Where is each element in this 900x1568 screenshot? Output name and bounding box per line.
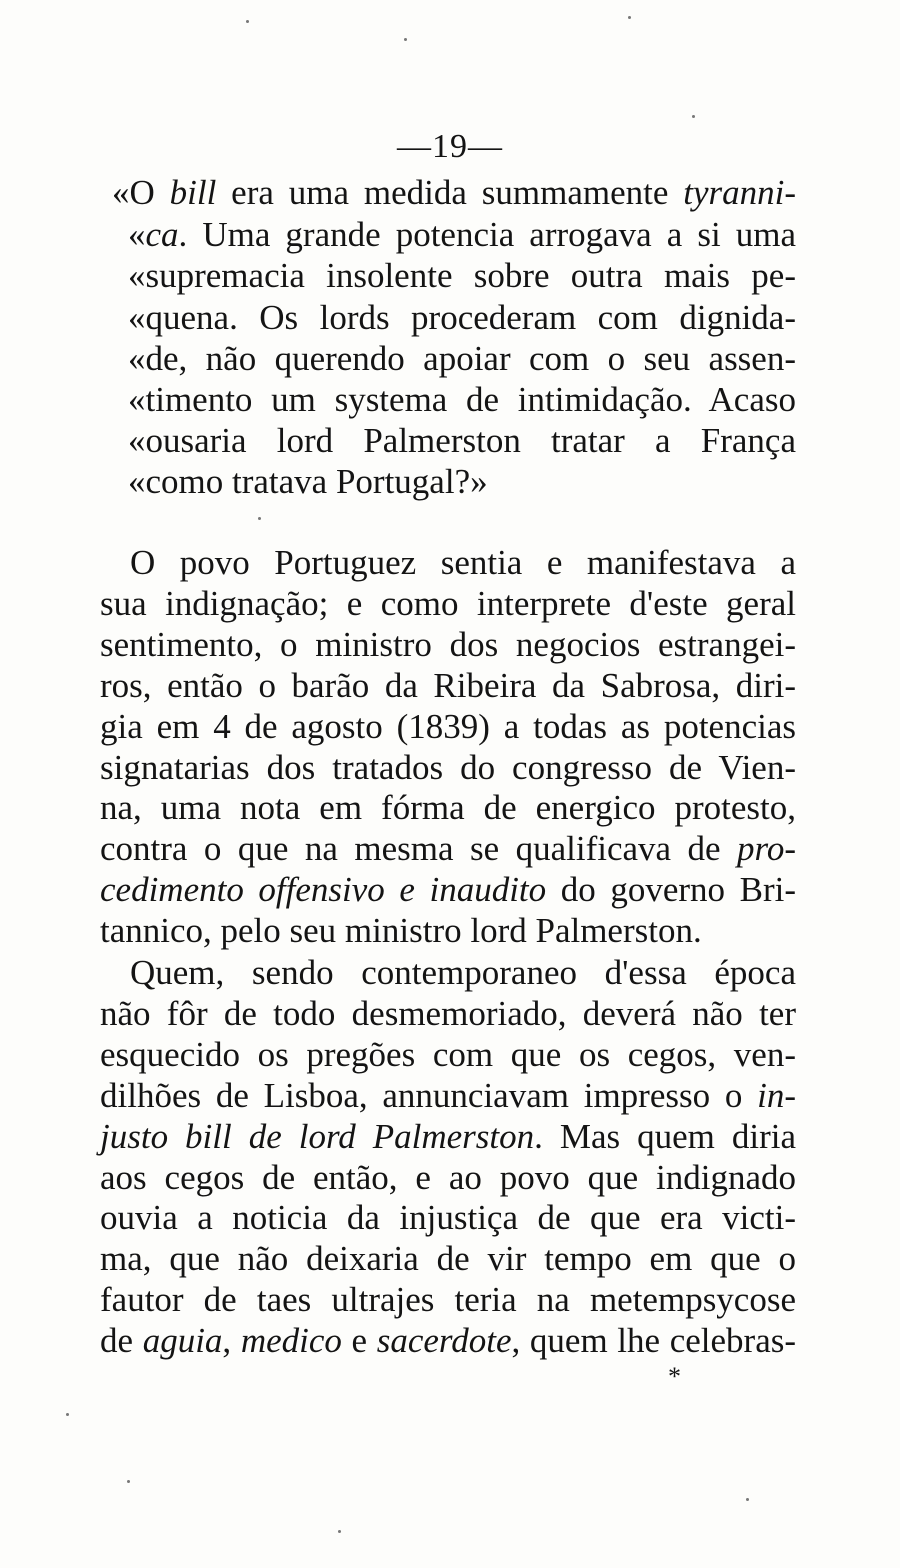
text-run: Quem, sendo contemporaneo d'essa época [130, 953, 796, 992]
italic-text: justo bill de lord Palmerston [100, 1117, 535, 1156]
text-run: contra o que na mesma se qualificava de [100, 829, 738, 868]
paragraph1-line [100, 666, 796, 706]
text-run: , [222, 1321, 241, 1360]
paragraph1-line [100, 748, 796, 788]
text-run: . Uma grande potencia arrogava a si uma [178, 215, 796, 254]
italic-text: sacerdote [376, 1321, 512, 1360]
quote-line [128, 339, 796, 379]
italic-text: medico [240, 1321, 342, 1360]
paragraph1-line [100, 788, 796, 828]
paper-speck [338, 1530, 341, 1533]
paper-speck [258, 517, 261, 520]
paragraph2-line [100, 1239, 796, 1279]
paragraph2-line [100, 994, 796, 1034]
paper-speck [404, 38, 407, 41]
quote-line [128, 380, 796, 420]
paragraph2-line [100, 1035, 796, 1075]
text-run: «supremacia insolente sobre outra mais pe- [128, 256, 796, 295]
paragraph2-line [130, 953, 796, 993]
text-run: fautor de taes ultrajes teria na metempsycose [100, 1280, 796, 1319]
paragraph1-line [100, 707, 796, 747]
italic-text: tyranni- [683, 173, 796, 212]
text-run: ouvia a noticia da injustiça de que era victi- [100, 1198, 796, 1237]
paragraph2-line [100, 1158, 796, 1198]
italic-text: pro- [737, 829, 796, 868]
text-run: , quem lhe celebras- [511, 1321, 797, 1360]
text-run: «de, não querendo apoiar com o seu assen- [128, 339, 796, 378]
quote-line [128, 215, 796, 255]
text-run: do governo Bri- [546, 870, 796, 909]
text-run: aos cegos de então, e ao povo que indignado [100, 1158, 796, 1197]
paragraph2-line [100, 1321, 796, 1361]
text-run: de [100, 1321, 143, 1360]
text-run: gia em 4 de agosto (1839) a todas as potencias [100, 707, 796, 746]
paragraph1-line [100, 911, 796, 951]
text-run: signatarias dos tratados do congresso de Vien- [100, 748, 796, 787]
italic-text: ca [145, 215, 179, 254]
text-run: era uma medida summamente [216, 173, 684, 212]
text-run: «timento um systema de intimidação. Acaso [128, 380, 796, 419]
quote-line [128, 298, 796, 338]
text-run: «ousaria lord Palmerston tratar a França [128, 421, 796, 460]
paragraph1-line [100, 625, 796, 665]
paragraph1-line [130, 543, 796, 583]
paragraph2-line [100, 1076, 796, 1116]
paragraph2-line [100, 1117, 796, 1157]
text-run: ma, que não deixaria de vir tempo em que o [100, 1239, 796, 1278]
footnote-mark: * [668, 1362, 681, 1391]
paper-speck [66, 1413, 69, 1416]
paper-speck [692, 115, 695, 118]
text-run: O povo Portuguez sentia e manifestava a [130, 543, 796, 582]
italic-text: in- [757, 1076, 796, 1115]
text-run: e [341, 1321, 377, 1360]
paragraph2-line [100, 1280, 796, 1320]
text-run: ros, então o barão da Ribeira da Sabrosa, diri- [100, 666, 796, 705]
italic-text: cedimento offensivo e inaudito [100, 870, 547, 909]
quote-line [128, 256, 796, 296]
quote-line [112, 173, 796, 213]
text-run: sua indignação; e como interprete d'este geral [100, 584, 796, 623]
text-run: na, uma nota em fórma de energico protesto, [100, 788, 796, 827]
text-run: «quena. Os lords procederam com dignida- [128, 298, 796, 337]
paper-speck [628, 16, 631, 19]
text-run: «O [112, 173, 170, 212]
paragraph2-line [100, 1198, 796, 1238]
text-run: tannico, pelo seu ministro lord Palmerston. [100, 911, 702, 950]
italic-text: bill [169, 173, 217, 212]
text-run: « [128, 215, 146, 254]
paragraph1-line [100, 829, 796, 869]
page-number: —19— [397, 128, 503, 165]
italic-text: aguia [142, 1321, 223, 1360]
text-run: «como tratava Portugal?» [128, 462, 488, 501]
paper-speck [127, 1480, 130, 1483]
quote-line [128, 421, 796, 461]
paper-speck [746, 1498, 749, 1501]
text-run: . Mas quem diria [534, 1117, 796, 1156]
paragraph1-line [100, 870, 796, 910]
text-run: sentimento, o ministro dos negocios estrangei- [100, 625, 796, 664]
text-run: não fôr de todo desmemoriado, deverá não ter [100, 994, 796, 1033]
paragraph1-line [100, 584, 796, 624]
quote-line [128, 462, 796, 502]
paper-speck [246, 20, 249, 23]
text-run: esquecido os pregões com que os cegos, ven- [100, 1035, 796, 1074]
text-run: dilhões de Lisboa, annunciavam impresso o [100, 1076, 758, 1115]
